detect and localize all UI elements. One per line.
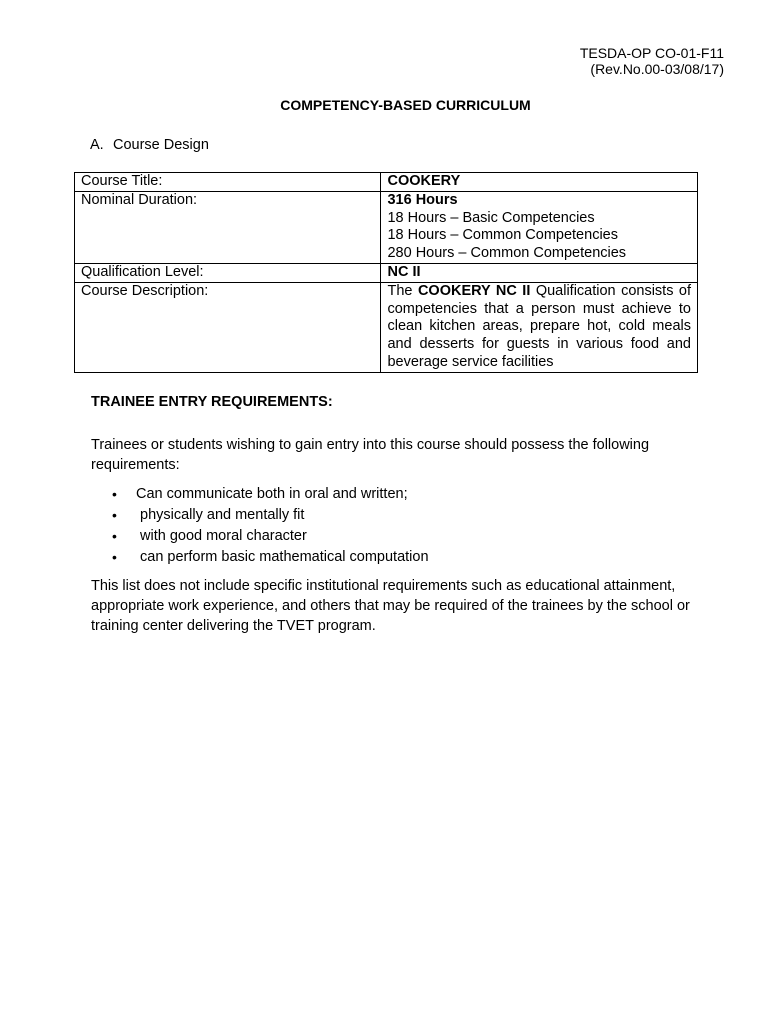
description-text: Qualification consists of competencies that a person must achieve to clean kitchen areas, prepare hot, cold meals and desserts for guests in various food and beverage service facilities (387, 282, 692, 370)
bullet-icon: • (112, 528, 117, 544)
nominal-duration-value (381, 191, 698, 263)
duration-line: 18 Hours – Common Competencies (387, 227, 618, 244)
requirement-text: with good moral character (140, 528, 307, 544)
section-label: Course Design (113, 137, 209, 153)
section-heading (90, 136, 209, 154)
list-item (91, 484, 408, 505)
description-prefix: The (387, 282, 418, 299)
section-letter: A. (90, 137, 104, 153)
bullet-icon: • (112, 486, 117, 502)
course-description-value (381, 282, 698, 372)
requirement-text: Can communicate both in oral and written; (136, 486, 408, 502)
course-title-value: COOKERY (381, 173, 698, 192)
bullet-icon: • (112, 549, 117, 565)
list-item (91, 505, 305, 526)
course-design-table (74, 172, 698, 373)
duration-line: 280 Hours – Common Competencies (387, 245, 627, 262)
description-qualification-name: COOKERY NC II (417, 282, 531, 299)
form-code: TESDA-OP CO-01-F11 (579, 45, 724, 61)
duration-total: 316 Hours (387, 191, 458, 208)
course-description-label: Course Description: (75, 282, 381, 372)
trainee-requirements-heading: TRAINEE ENTRY REQUIREMENTS: (91, 394, 333, 410)
list-item (91, 547, 429, 568)
nominal-duration-label: Nominal Duration: (75, 191, 381, 263)
course-title-label: Course Title: (75, 173, 381, 192)
duration-line: 18 Hours – Basic Competencies (387, 209, 595, 226)
requirements-closing-note: This list does not include specific institutional requirements such as educational attainment, appropriate work experience, and others that may be required of the trainees by the school or training center delivering the TVET program. (91, 578, 690, 634)
document-code-block (580, 45, 724, 77)
table-row-course-description (75, 282, 698, 372)
qualification-level-label: Qualification Level: (75, 263, 381, 282)
table-row-qualification-level (75, 263, 698, 282)
requirements-list (91, 484, 429, 568)
requirement-text: can perform basic mathematical computation (140, 549, 429, 565)
table-row-nominal-duration (75, 191, 698, 263)
table-row-course-title (75, 173, 698, 192)
qualification-level-value: NC II (381, 263, 698, 282)
list-item (91, 526, 307, 547)
revision-number: (Rev.No.00-03/08/17) (590, 61, 724, 77)
page-title: COMPETENCY-BASED CURRICULUM (280, 97, 531, 113)
bullet-icon: • (112, 507, 117, 523)
requirement-text: physically and mentally fit (140, 507, 305, 523)
trainee-requirements-intro: Trainees or students wishing to gain entry into this course should possess the following requirements: (91, 437, 650, 473)
